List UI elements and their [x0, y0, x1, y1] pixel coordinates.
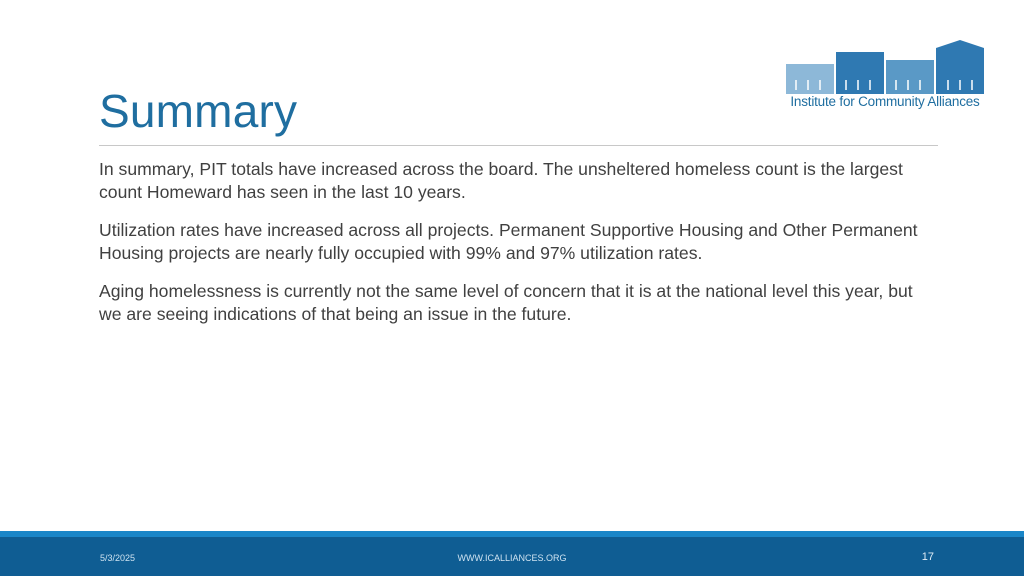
logo-block-2 [836, 52, 884, 94]
title-divider [99, 145, 938, 146]
slide-body [99, 158, 939, 341]
ica-logo [784, 40, 986, 114]
page-number: 17 [921, 551, 934, 563]
footer-url: WWW.ICALLIANCES.ORG [457, 553, 567, 563]
footer-date: 5/3/2025 [100, 553, 136, 563]
logo-block-3 [886, 60, 934, 94]
ica-logo-graphic [784, 40, 986, 94]
paragraph: Utilization rates have increased across all projects. Permanent Supportive Housing and Other Permanent Housing projects are nearly fully occupied with 99% and 97% utilization rates. [99, 220, 918, 263]
footer-bar [0, 537, 1024, 576]
slide-title: Summary [99, 85, 298, 137]
paragraph: In summary, PIT totals have increased across the board. The unsheltered homeless count is the largest count Homeward has seen in the last 10 years. [99, 159, 903, 202]
logo-text: Institute for Community Alliances [790, 94, 980, 109]
logo-block-1 [786, 64, 834, 94]
paragraph: Aging homelessness is currently not the same level of concern that it is at the national level this year, but we are seeing indications of that being an issue in the future. [99, 281, 913, 324]
